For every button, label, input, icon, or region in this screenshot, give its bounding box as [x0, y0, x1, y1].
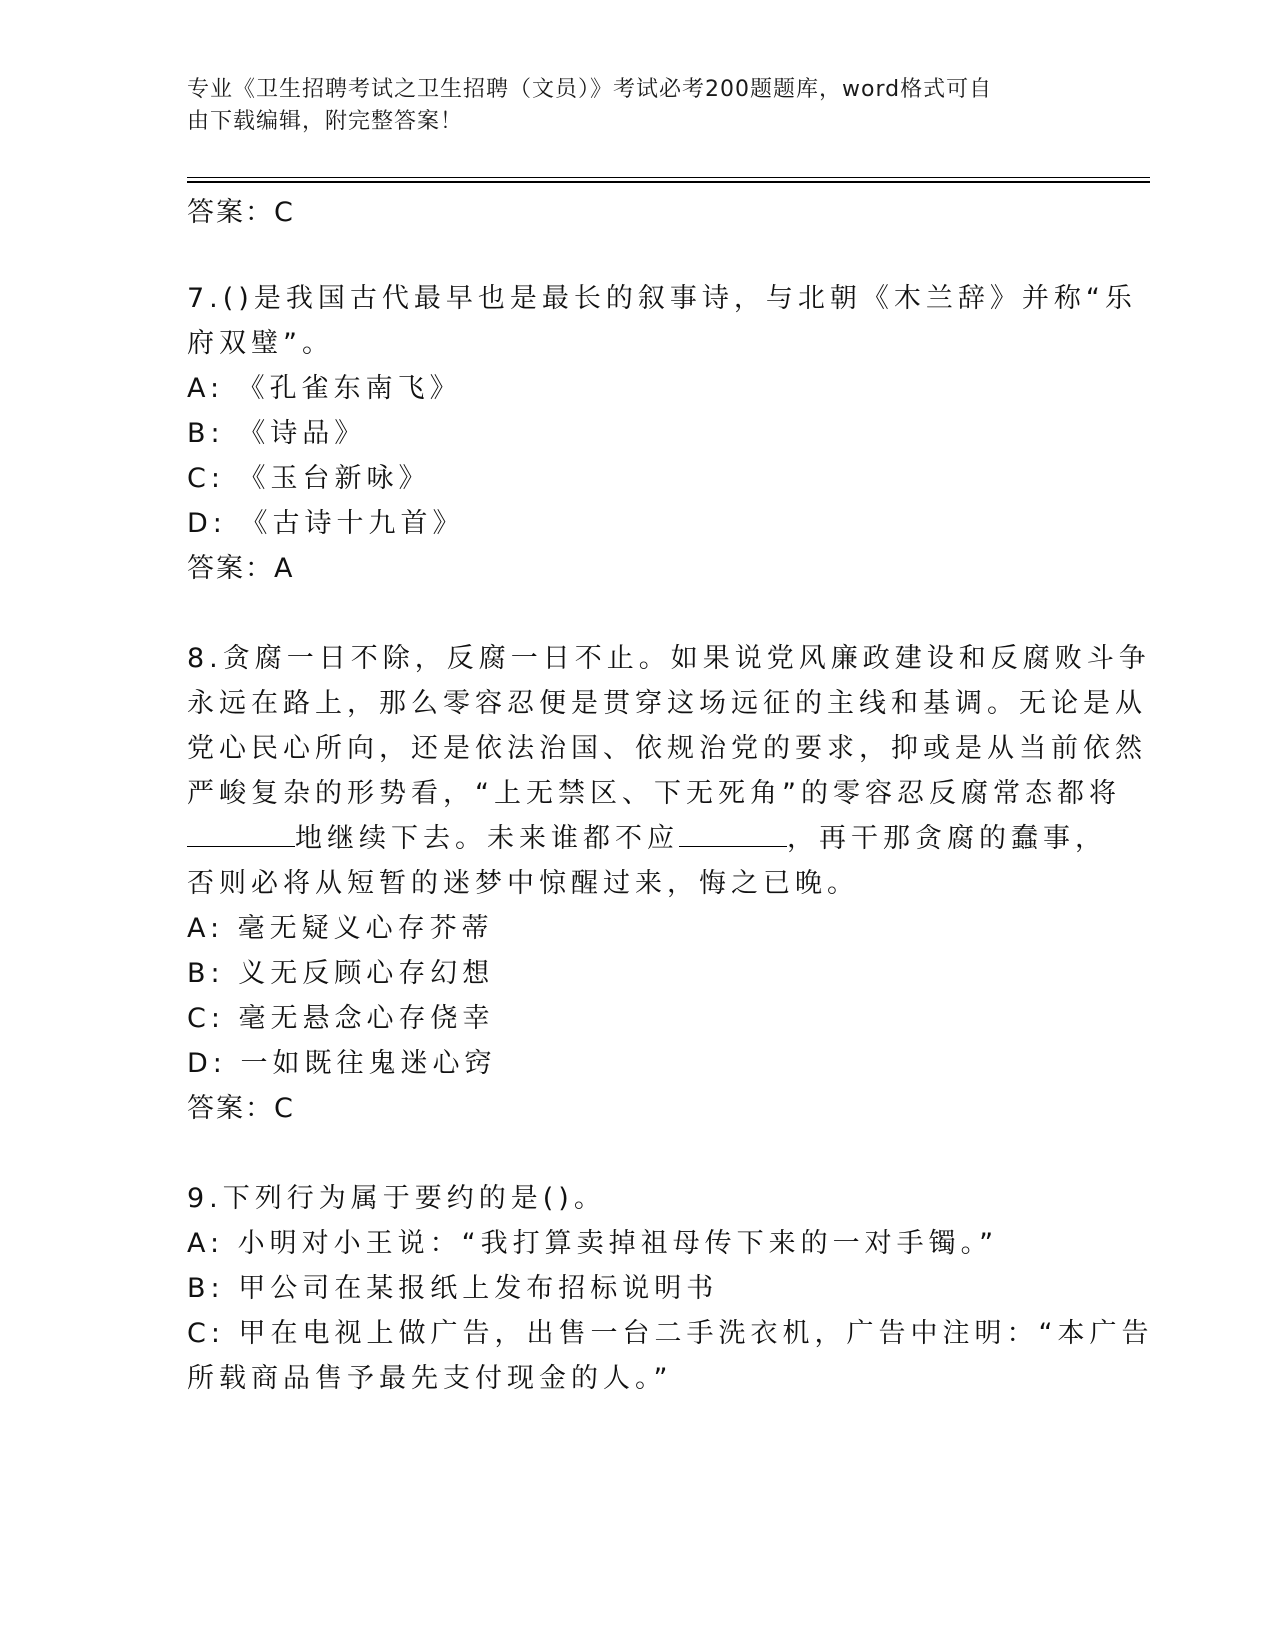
option-a: A: 小明对小王说：“我打算卖掉祖母传下来的一对手镯。” [187, 1228, 999, 1259]
answer-label: 答案：C [187, 1093, 295, 1124]
question-stem-line: 党心民心所向，还是依法治国、依规治党的要求，抑或是从当前依然 [187, 733, 1147, 764]
question-stem-line: 8.贪腐一日不除，反腐一日不止。如果说党风廉政建设和反腐败斗争 [187, 643, 1151, 674]
header-line-1: 专业《卫生招聘考试之卫生招聘（文员）》考试必考200题题库，word格式可自 [187, 77, 993, 102]
header-divider-thick [187, 181, 1150, 183]
fill-blank-2 [679, 820, 787, 847]
question-stem-line: 永远在路上，那么零容忍便是贯穿这场远征的主线和基调。无论是从 [187, 688, 1147, 719]
option-c-continued: 所载商品售予最先支付现金的人。” [187, 1363, 673, 1394]
question-8 [187, 636, 1151, 1131]
option-d: D: 《古诗十九首》 [187, 508, 465, 539]
question-7 [187, 276, 1137, 591]
option-d: D: 一如既往鬼迷心窍 [187, 1048, 497, 1079]
option-b: B: 义无反顾心存幻想 [187, 958, 495, 989]
question-stem-line: 7.()是我国古代最早也是最长的叙事诗，与北朝《木兰辞》并称“乐 [187, 283, 1137, 314]
question-stem-line: 9.下列行为属于要约的是()。 [187, 1183, 606, 1214]
question-stem-line: 否则必将从短暂的迷梦中惊醒过来，悔之已晚。 [187, 868, 859, 899]
option-a: A: 毫无疑义心存芥蒂 [187, 913, 494, 944]
option-a: A: 《孔雀东南飞》 [187, 373, 462, 404]
option-b: B: 甲公司在某报纸上发布招标说明书 [187, 1273, 719, 1304]
question-9 [187, 1176, 1154, 1401]
question-stem-line: 府双璧”。 [187, 328, 334, 359]
blank-line-text-1: 地继续下去。未来谁都不应 [295, 823, 679, 854]
fill-blank-1 [187, 820, 295, 847]
spacer [187, 1131, 1087, 1176]
spacer [187, 591, 1087, 636]
option-c: C: 《玉台新咏》 [187, 463, 431, 494]
question-stem-blank-line [187, 816, 1107, 861]
document-header [187, 74, 1067, 138]
question-stem-line: 严峻复杂的形势看，“上无禁区、下无死角”的零容忍反腐常态都将 [187, 778, 1121, 809]
option-b: B: 《诗品》 [187, 418, 367, 449]
option-c: C: 毫无悬念心存侥幸 [187, 1003, 495, 1034]
spacer [187, 235, 1087, 276]
blank-line-text-2: ，再干那贪腐的蠢事， [787, 823, 1107, 854]
previous-answer: 答案：C [187, 197, 295, 228]
header-divider-thin [187, 177, 1150, 178]
header-line-2: 由下载编辑，附完整答案！ [187, 109, 464, 134]
question-content [187, 190, 1154, 1401]
answer-label: 答案：A [187, 553, 295, 584]
option-c: C: 甲在电视上做广告，出售一台二手洗衣机，广告中注明：“本广告 [187, 1318, 1154, 1349]
